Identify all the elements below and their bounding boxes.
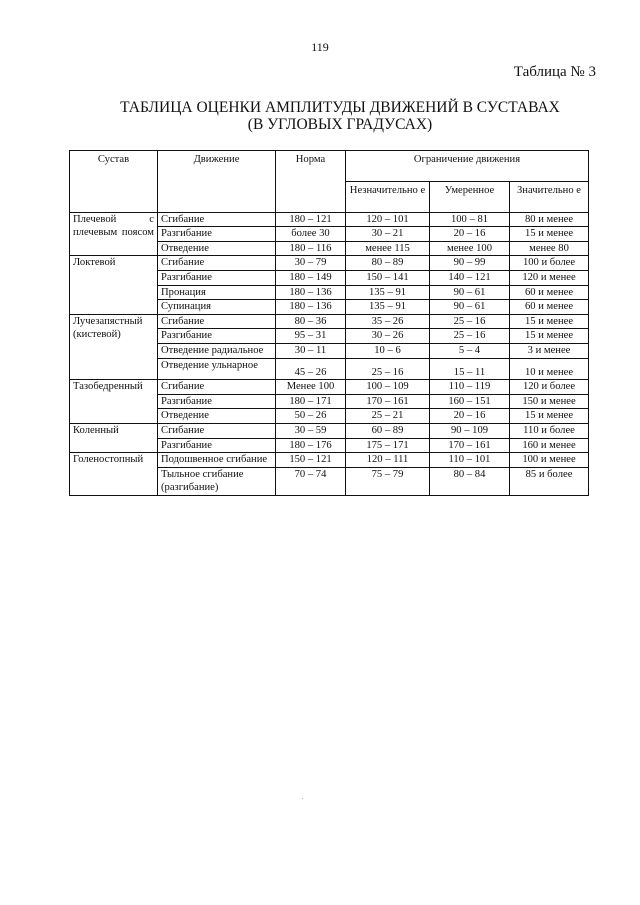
cell-norm: 45 – 26	[276, 358, 346, 380]
header-norm: Норма	[276, 151, 346, 213]
cell-moderate: 25 – 16	[430, 329, 510, 344]
cell-slight: 135 – 91	[346, 300, 430, 315]
cell-significant: 3 и менее	[510, 343, 589, 358]
cell-moderate: 90 – 61	[430, 300, 510, 315]
cell-slight: 120 – 101	[346, 212, 430, 227]
cell-joint: Голеностопный	[70, 453, 158, 496]
cell-moderate: 5 – 4	[430, 343, 510, 358]
cell-movement: Разгибание	[158, 227, 276, 242]
cell-moderate: 20 – 16	[430, 409, 510, 424]
cell-norm: 180 – 176	[276, 438, 346, 453]
cell-movement: Отведение радиальное	[158, 343, 276, 358]
cell-slight: 100 – 109	[346, 380, 430, 395]
cell-norm: 180 – 136	[276, 285, 346, 300]
cell-moderate: 90 – 109	[430, 423, 510, 438]
cell-movement: Сгибание	[158, 423, 276, 438]
cell-movement: Тыльное сгибание (разгибание)	[158, 467, 276, 495]
cell-norm: 180 – 171	[276, 394, 346, 409]
cell-significant: 15 и менее	[510, 329, 589, 344]
cell-movement: Отведение	[158, 241, 276, 256]
cell-joint: Тазобедренный	[70, 380, 158, 424]
header-slight: Незначительно е	[346, 181, 430, 212]
cell-norm: Менее 100	[276, 380, 346, 395]
cell-norm: 80 – 36	[276, 314, 346, 329]
cell-slight: 10 – 6	[346, 343, 430, 358]
cell-slight: 75 – 79	[346, 467, 430, 495]
cell-moderate: 25 – 16	[430, 314, 510, 329]
table-row	[70, 256, 589, 271]
cell-significant: 120 и более	[510, 380, 589, 395]
cell-joint: Плечевой с плечевым поясом	[70, 212, 158, 256]
header-significant: Значительно е	[510, 181, 589, 212]
cell-norm: 30 – 79	[276, 256, 346, 271]
cell-movement: Сгибание	[158, 314, 276, 329]
cell-significant: 15 и менее	[510, 314, 589, 329]
cell-moderate: 90 – 61	[430, 285, 510, 300]
cell-movement: Сгибание	[158, 380, 276, 395]
cell-movement: Отведение ульнарное	[158, 358, 276, 380]
cell-slight: 170 – 161	[346, 394, 430, 409]
cell-moderate: 100 – 81	[430, 212, 510, 227]
cell-significant: 60 и менее	[510, 285, 589, 300]
cell-slight: 120 – 111	[346, 453, 430, 468]
cell-movement: Отведение	[158, 409, 276, 424]
cell-significant: 150 и менее	[510, 394, 589, 409]
cell-slight: 80 – 89	[346, 256, 430, 271]
cell-moderate: менее 100	[430, 241, 510, 256]
cell-slight: 25 – 16	[346, 358, 430, 380]
cell-significant: 85 и более	[510, 467, 589, 495]
cell-norm: 50 – 26	[276, 409, 346, 424]
scan-speck	[302, 798, 303, 799]
title-line-1: ТАБЛИЦА ОЦЕНКИ АМПЛИТУДЫ ДВИЖЕНИЙ В СУСТАВАХ	[120, 99, 560, 116]
header-joint: Сустав	[70, 151, 158, 213]
table-row	[70, 380, 589, 395]
cell-joint: Коленный	[70, 423, 158, 452]
cell-significant: 15 и менее	[510, 409, 589, 424]
cell-moderate: 110 – 101	[430, 453, 510, 468]
cell-norm: 95 – 31	[276, 329, 346, 344]
table-row	[70, 453, 589, 468]
cell-slight: 30 – 21	[346, 227, 430, 242]
title-line-2: (В УГЛОВЫХ ГРАДУСАХ)	[247, 116, 433, 133]
cell-slight: 150 – 141	[346, 270, 430, 285]
range-of-motion-table	[69, 150, 589, 496]
cell-movement: Подошвенное сгибание	[158, 453, 276, 468]
cell-moderate: 160 – 151	[430, 394, 510, 409]
table-row	[70, 314, 589, 329]
cell-significant: 160 и менее	[510, 438, 589, 453]
cell-movement: Разгибание	[158, 394, 276, 409]
cell-moderate: 20 – 16	[430, 227, 510, 242]
cell-significant: 100 и менее	[510, 453, 589, 468]
cell-movement: Разгибание	[158, 270, 276, 285]
cell-moderate: 140 – 121	[430, 270, 510, 285]
cell-norm: 30 – 11	[276, 343, 346, 358]
header-restriction: Ограничение движения	[346, 151, 589, 182]
cell-movement: Сгибание	[158, 212, 276, 227]
cell-slight: 60 – 89	[346, 423, 430, 438]
table-row	[70, 212, 589, 227]
cell-significant: 100 и более	[510, 256, 589, 271]
cell-moderate: 80 – 84	[430, 467, 510, 495]
page-number: 119	[311, 40, 329, 54]
cell-significant: 60 и менее	[510, 300, 589, 315]
cell-movement: Пронация	[158, 285, 276, 300]
cell-norm: 30 – 59	[276, 423, 346, 438]
cell-moderate: 110 – 119	[430, 380, 510, 395]
cell-moderate: 15 – 11	[430, 358, 510, 380]
cell-norm: более 30	[276, 227, 346, 242]
cell-slight: 35 – 26	[346, 314, 430, 329]
cell-significant: 15 и менее	[510, 227, 589, 242]
cell-norm: 180 – 136	[276, 300, 346, 315]
cell-movement: Супинация	[158, 300, 276, 315]
cell-joint: Локтевой	[70, 256, 158, 314]
cell-significant: менее 80	[510, 241, 589, 256]
cell-significant: 10 и менее	[510, 358, 589, 380]
cell-significant: 110 и более	[510, 423, 589, 438]
cell-norm: 150 – 121	[276, 453, 346, 468]
table-row	[70, 423, 589, 438]
cell-significant: 80 и менее	[510, 212, 589, 227]
cell-significant: 120 и менее	[510, 270, 589, 285]
cell-moderate: 90 – 99	[430, 256, 510, 271]
header-moderate: Умеренное	[430, 181, 510, 212]
cell-slight: 135 – 91	[346, 285, 430, 300]
cell-norm: 70 – 74	[276, 467, 346, 495]
table-label: Таблица № 3	[513, 64, 596, 80]
cell-slight: 30 – 26	[346, 329, 430, 344]
cell-moderate: 170 – 161	[430, 438, 510, 453]
cell-movement: Разгибание	[158, 329, 276, 344]
header-movement: Движение	[158, 151, 276, 213]
cell-movement: Разгибание	[158, 438, 276, 453]
cell-norm: 180 – 121	[276, 212, 346, 227]
cell-movement: Сгибание	[158, 256, 276, 271]
cell-norm: 180 – 116	[276, 241, 346, 256]
table-title	[60, 99, 620, 133]
cell-slight: 175 – 171	[346, 438, 430, 453]
cell-norm: 180 – 149	[276, 270, 346, 285]
cell-joint: Лучезапястный (кистевой)	[70, 314, 158, 379]
cell-slight: менее 115	[346, 241, 430, 256]
cell-slight: 25 – 21	[346, 409, 430, 424]
